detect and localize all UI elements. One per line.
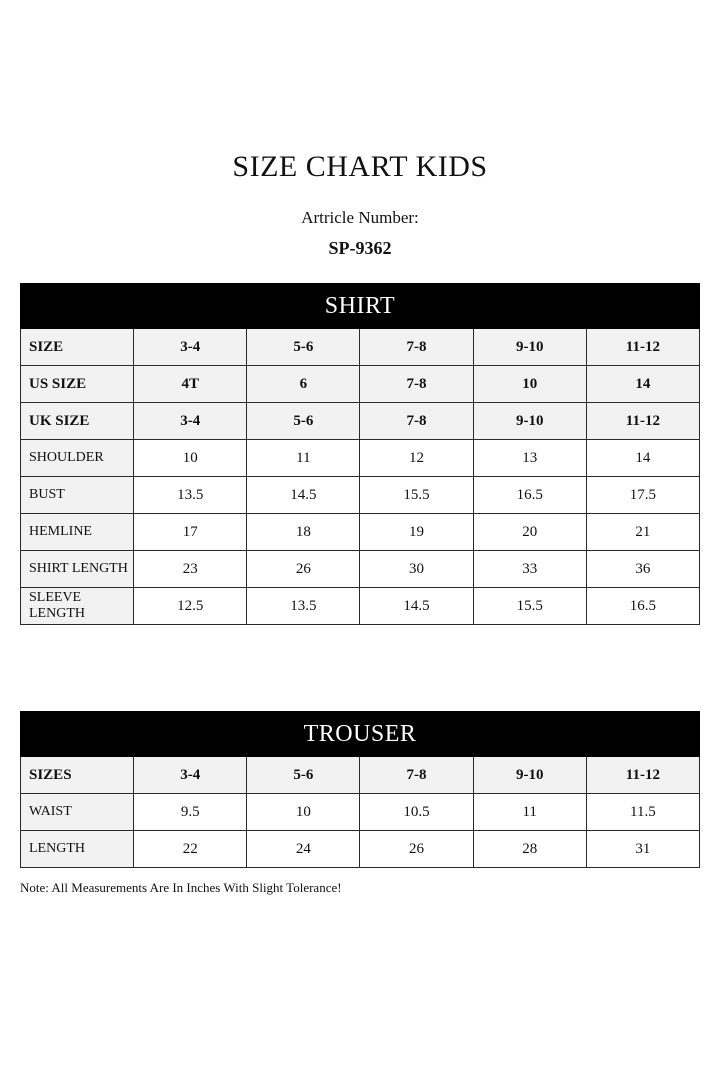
table-cell: 21 [586, 514, 699, 551]
table-cell: 26 [247, 551, 360, 588]
row-label: SHIRT LENGTH [21, 551, 134, 588]
table-row [21, 588, 700, 625]
table-cell: 3-4 [134, 757, 247, 794]
row-label: LENGTH [21, 831, 134, 868]
table-cell: 9-10 [473, 757, 586, 794]
row-label: SIZE [21, 329, 134, 366]
table-cell: 11 [247, 440, 360, 477]
row-label: SHOULDER [21, 440, 134, 477]
shirt-size-table [20, 283, 700, 625]
table-cell: 30 [360, 551, 473, 588]
table-row [21, 440, 700, 477]
table-cell: 12.5 [134, 588, 247, 625]
table-cell: 9-10 [473, 329, 586, 366]
row-label: BUST [21, 477, 134, 514]
table-cell: 11-12 [586, 329, 699, 366]
table-row [21, 477, 700, 514]
table-cell: 22 [134, 831, 247, 868]
spacer-above-shirt-table [20, 259, 700, 283]
table-row [21, 757, 700, 794]
table-cell: 14 [586, 440, 699, 477]
table-cell: 19 [360, 514, 473, 551]
table-cell: 10 [134, 440, 247, 477]
table-cell: 23 [134, 551, 247, 588]
row-label: UK SIZE [21, 403, 134, 440]
table-cell: 11-12 [586, 403, 699, 440]
trouser-table-body [21, 712, 700, 868]
table-cell: 20 [473, 514, 586, 551]
table-cell: 7-8 [360, 329, 473, 366]
table-cell: 13 [473, 440, 586, 477]
table-cell: 5-6 [247, 329, 360, 366]
table-cell: 15.5 [360, 477, 473, 514]
table-cell: 31 [586, 831, 699, 868]
table-row [21, 403, 700, 440]
row-label: SLEEVE LENGTH [21, 588, 134, 625]
table-cell: 14 [586, 366, 699, 403]
table-cell: 13.5 [134, 477, 247, 514]
table-cell: 28 [473, 831, 586, 868]
table-cell: 5-6 [247, 757, 360, 794]
table-cell: 7-8 [360, 366, 473, 403]
table-cell: 9-10 [473, 403, 586, 440]
row-label: HEMLINE [21, 514, 134, 551]
table-cell: 13.5 [247, 588, 360, 625]
row-label: SIZES [21, 757, 134, 794]
article-number: SP-9362 [328, 238, 392, 258]
table-cell: 3-4 [134, 329, 247, 366]
table-cell: 17 [134, 514, 247, 551]
measurement-note: Note: All Measurements Are In Inches With Slight Tolerance! [20, 880, 342, 895]
table-cell: 33 [473, 551, 586, 588]
table-cell: 7-8 [360, 403, 473, 440]
row-label: US SIZE [21, 366, 134, 403]
table-cell: 10 [473, 366, 586, 403]
page-title: SIZE CHART KIDS [232, 150, 488, 183]
table-cell: 16.5 [586, 588, 699, 625]
table-cell: 7-8 [360, 757, 473, 794]
table-cell: 17.5 [586, 477, 699, 514]
table-cell: 14.5 [360, 588, 473, 625]
spacer-between-tables [20, 625, 700, 711]
shirt-band-label: SHIRT [21, 284, 700, 329]
row-label: WAIST [21, 794, 134, 831]
table-cell: 10.5 [360, 794, 473, 831]
table-cell: 11 [473, 794, 586, 831]
table-row [21, 794, 700, 831]
table-cell: 5-6 [247, 403, 360, 440]
table-row [21, 831, 700, 868]
article-label: Artricle Number: [301, 208, 419, 227]
table-cell: 12 [360, 440, 473, 477]
trouser-size-table [20, 711, 700, 868]
table-cell: 11.5 [586, 794, 699, 831]
table-cell: 16.5 [473, 477, 586, 514]
table-cell: 3-4 [134, 403, 247, 440]
table-cell: 10 [247, 794, 360, 831]
table-row [21, 329, 700, 366]
table-cell: 18 [247, 514, 360, 551]
table-cell: 24 [247, 831, 360, 868]
shirt-band-row [21, 284, 700, 329]
table-cell: 4T [134, 366, 247, 403]
table-cell: 11-12 [586, 757, 699, 794]
table-row [21, 551, 700, 588]
table-cell: 26 [360, 831, 473, 868]
table-row [21, 514, 700, 551]
table-cell: 14.5 [247, 477, 360, 514]
trouser-band-label: TROUSER [21, 712, 700, 757]
table-cell: 36 [586, 551, 699, 588]
trouser-band-row [21, 712, 700, 757]
table-cell: 15.5 [473, 588, 586, 625]
table-cell: 6 [247, 366, 360, 403]
table-cell: 9.5 [134, 794, 247, 831]
shirt-table-body [21, 284, 700, 625]
table-row [21, 366, 700, 403]
